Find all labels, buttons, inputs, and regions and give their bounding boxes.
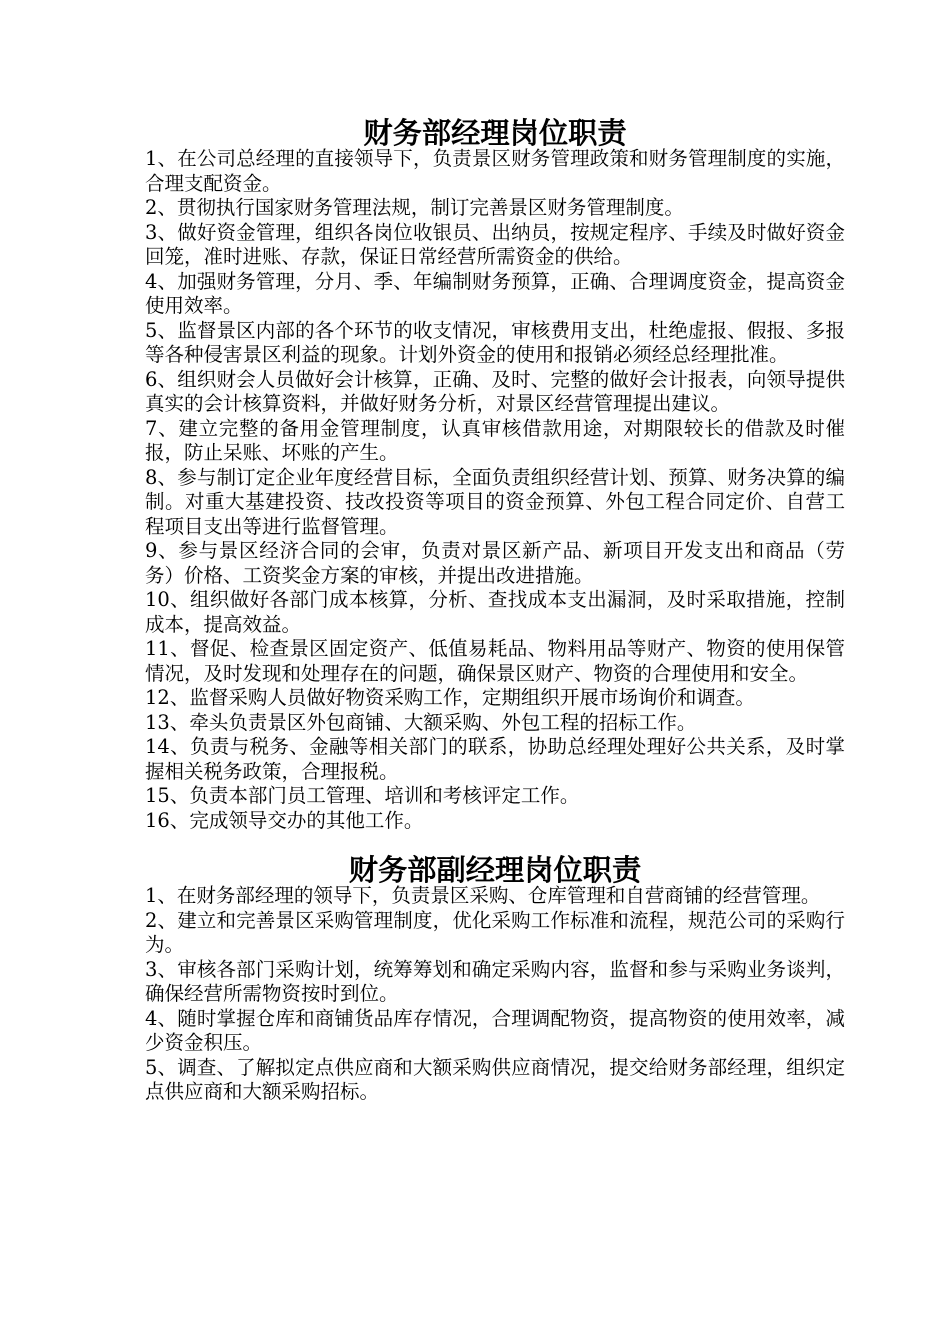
duty-item: 5、监督景区内部的各个环节的收支情况，审核费用支出，杜绝虚报、假报、多报等各种侵害景区利益的现象。计划外资金的使用和报销必须经总经理批准。 <box>145 318 845 366</box>
duty-item: 3、审核各部门采购计划，统筹筹划和确定采购内容，监督和参与采购业务谈判，确保经营所需物资按时到位。 <box>145 957 845 1005</box>
duty-item: 14、负责与税务、金融等相关部门的联系，协助总经理处理好公共关系，及时掌握相关税务政策，合理报税。 <box>145 735 845 783</box>
duty-item: 3、做好资金管理，组织各岗位收银员、出纳员，按规定程序、手续及时做好资金回笼，准时进账、存款，保证日常经营所需资金的供给。 <box>145 220 845 268</box>
duty-item: 5、调查、了解拟定点供应商和大额采购供应商情况，提交给财务部经理，组织定点供应商和大额采购招标。 <box>145 1055 845 1103</box>
duty-item: 10、组织做好各部门成本核算，分析、查找成本支出漏洞，及时采取措施，控制成本，提高效益。 <box>145 588 845 636</box>
duty-item: 9、参与景区经济合同的会审，负责对景区新产品、新项目开发支出和商品（劳务）价格、工资奖金方案的审核，并提出改进措施。 <box>145 539 845 587</box>
duty-item: 4、随时掌握仓库和商铺货品库存情况，合理调配物资，提高物资的使用效率，减少资金积压。 <box>145 1006 845 1054</box>
duty-item: 1、在财务部经理的领导下，负责景区采购、仓库管理和自营商铺的经营管理。 <box>145 884 821 907</box>
section-finance-manager <box>145 116 845 833</box>
duty-item: 6、组织财会人员做好会计核算，正确、及时、完整的做好会计报表，向领导提供真实的会计核算资料，并做好财务分析，对景区经营管理提出建议。 <box>145 367 845 415</box>
duty-item: 2、建立和完善景区采购管理制度，优化采购工作标准和流程，规范公司的采购行为。 <box>145 908 845 956</box>
duty-item: 2、贯彻执行国家财务管理法规，制订完善景区财务管理制度。 <box>145 196 684 219</box>
duty-item: 1、在公司总经理的直接领导下，负责景区财务管理政策和财务管理制度的实施，合理支配资金。 <box>145 147 845 195</box>
duty-item: 16、完成领导交办的其他工作。 <box>145 808 424 832</box>
duty-item: 11、督促、检查景区固定资产、低值易耗品、物料用品等财产、物资的使用保管情况，及时发现和处理存在的问题，确保景区财产、物资的合理使用和安全。 <box>145 637 845 685</box>
section-deputy-finance-manager <box>145 853 845 1105</box>
section-title: 财务部经理岗位职责 <box>363 116 627 150</box>
duty-item: 12、监督采购人员做好物资采购工作，定期组织开展市场询价和调查。 <box>145 686 755 709</box>
duty-item: 7、建立完整的备用金管理制度，认真审核借款用途，对期限较长的借款及时催报，防止呆账、坏账的产生。 <box>145 416 845 464</box>
duty-item: 8、参与制订定企业年度经营目标，全面负责组织经营计划、预算、财务决算的编制。对重大基建投资、技改投资等项目的资金预算、外包工程合同定价、自营工程项目支出等进行监督管理。 <box>145 465 845 538</box>
section-title: 财务部副经理岗位职责 <box>348 853 642 887</box>
document-page <box>145 116 845 1105</box>
duty-item: 4、加强财务管理，分月、季、年编制财务预算，正确、合理调度资金，提高资金使用效率。 <box>145 269 845 317</box>
duty-item: 13、牵头负责景区外包商铺、大额采购、外包工程的招标工作。 <box>145 710 697 734</box>
duty-item: 15、负责本部门员工管理、培训和考核评定工作。 <box>145 784 580 807</box>
